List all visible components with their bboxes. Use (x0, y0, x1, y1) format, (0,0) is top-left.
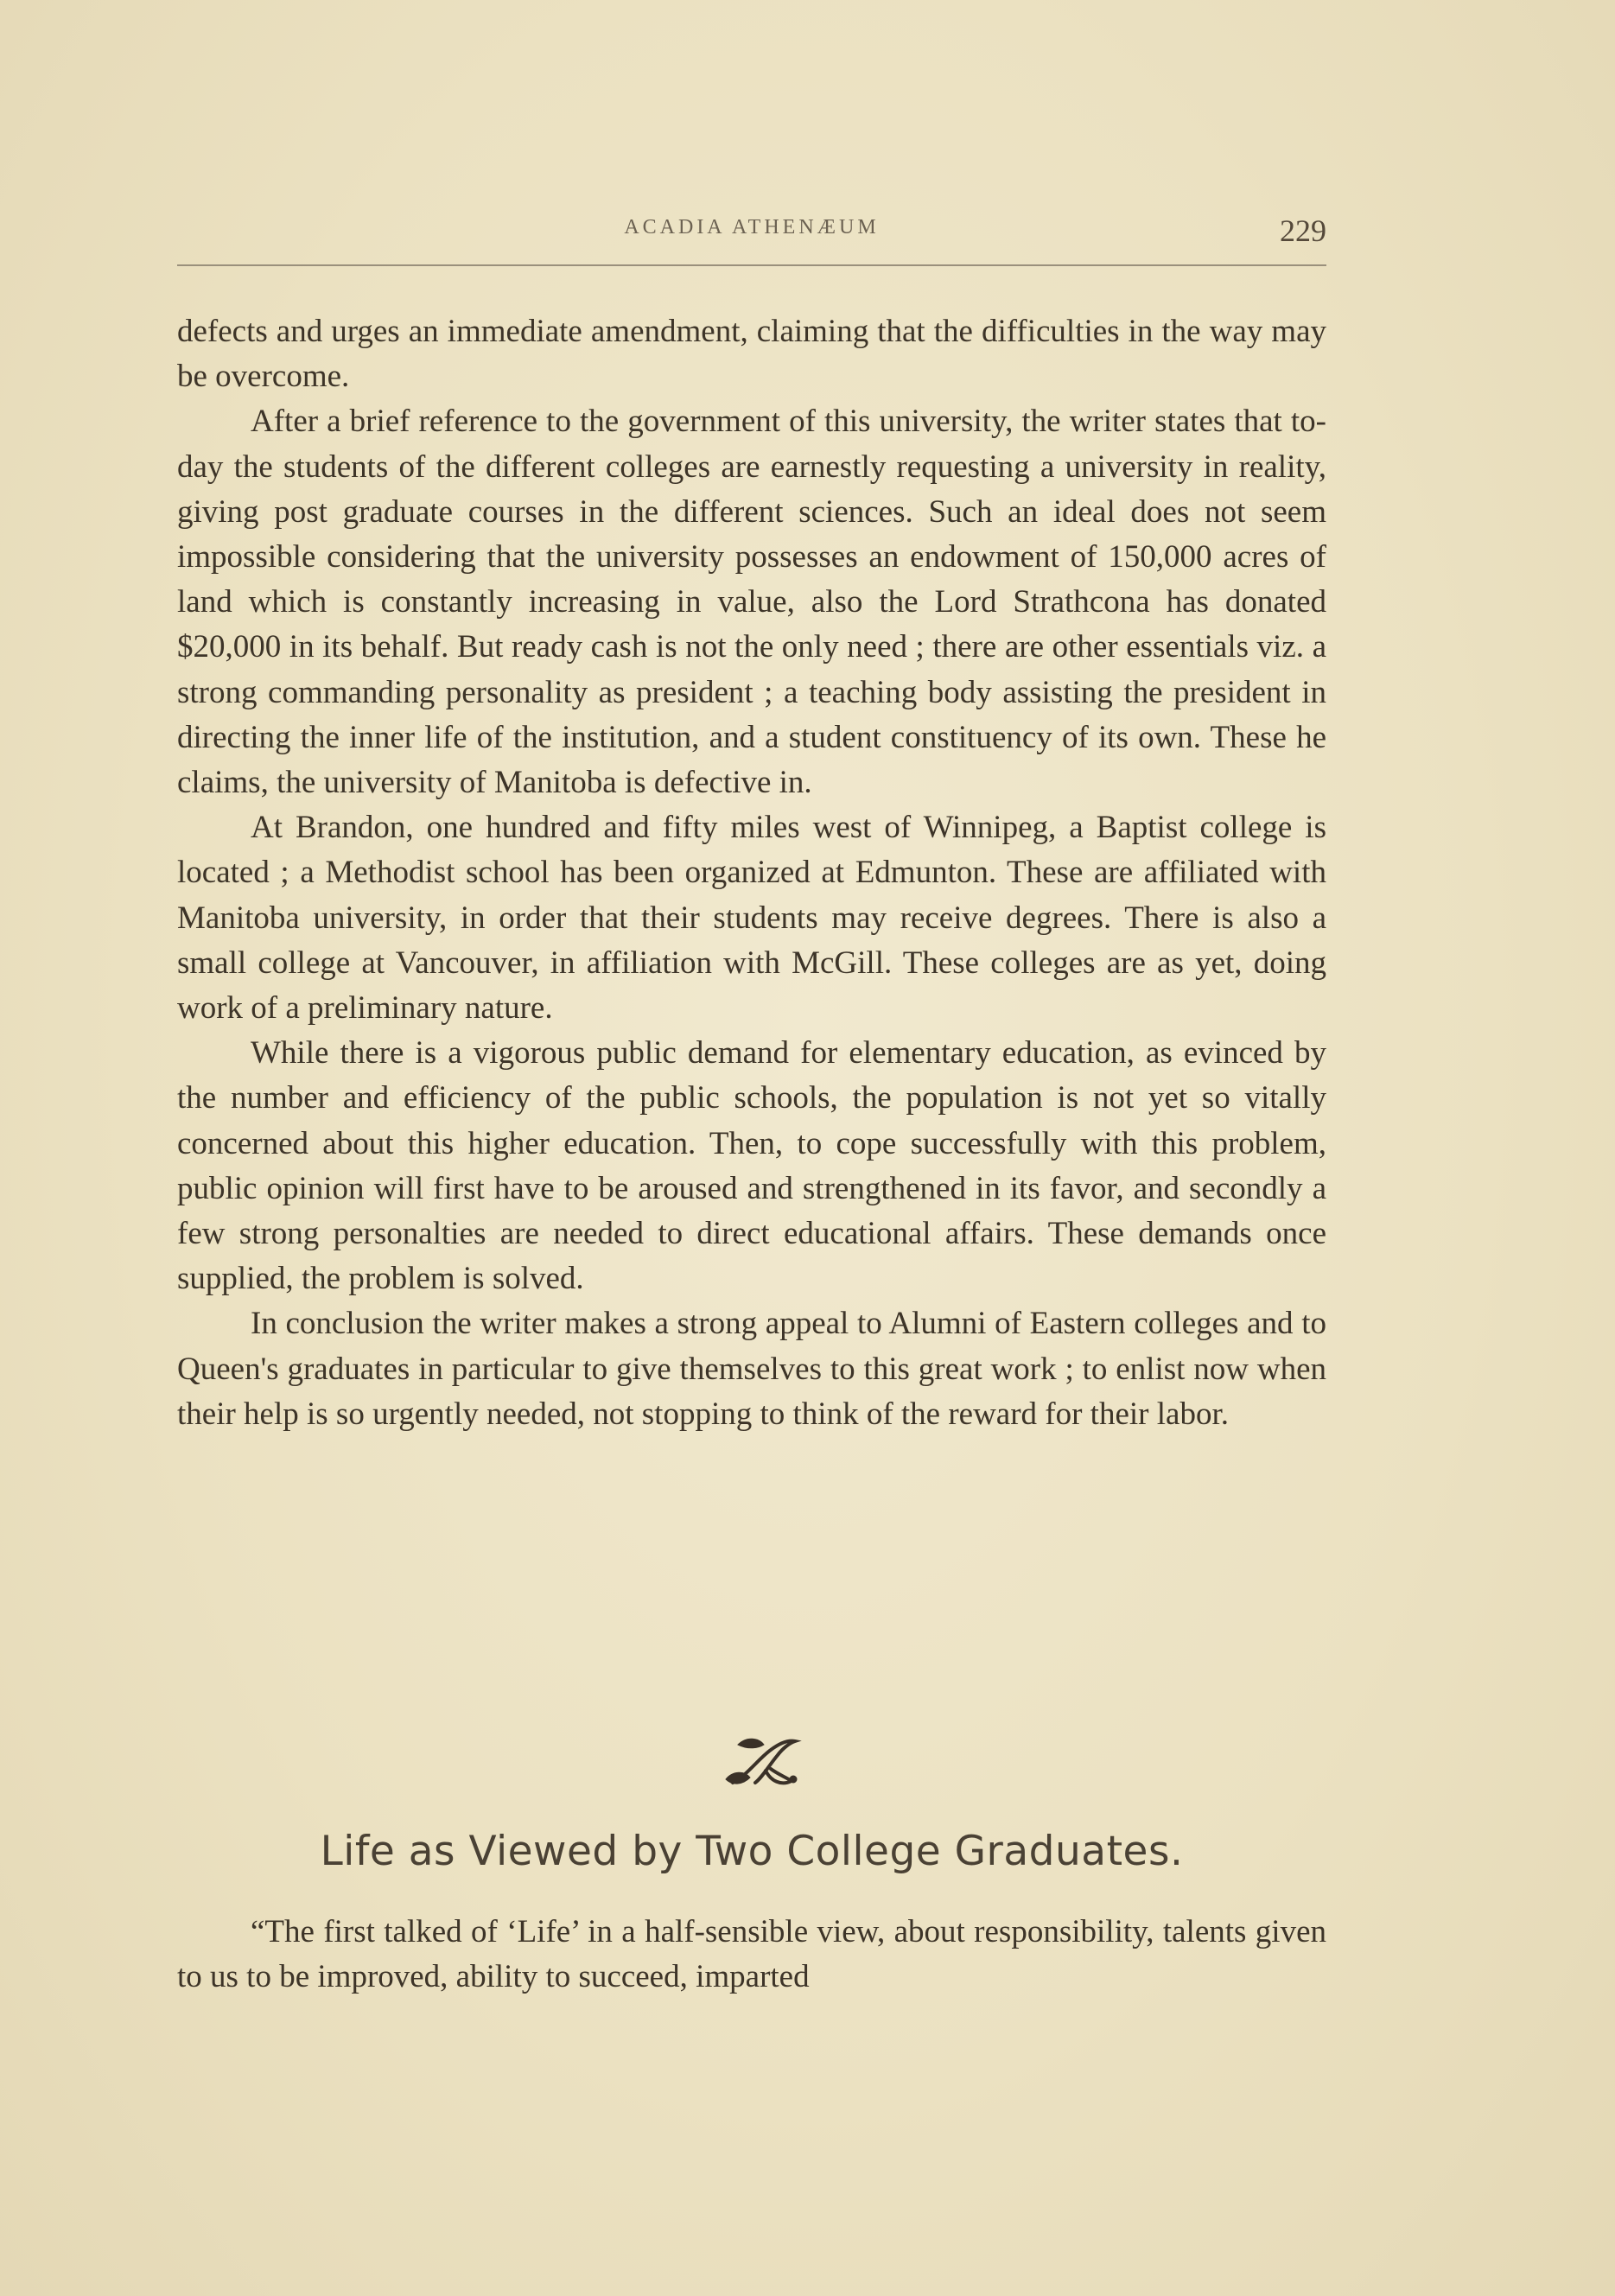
paragraph: In conclusion the writer makes a strong appeal to Alumni of Eastern colleges and to Queen's graduates in particular to give themselves to this great work ; to enlist now when their help is so urgently needed, not stopping to think of the reward for their labor. (177, 1306, 1326, 1432)
page-number: 229 (1280, 213, 1326, 248)
header-rule (177, 264, 1326, 266)
paragraph: defects and urges an immediate amendment, claiming that the difficulties in the way may be overcome. (177, 314, 1326, 395)
paragraph: While there is a vigorous public demand for elementary education, as evinced by the number and efficiency of the public schools, the population is not yet so vitally concerned about this higher education. Then, to cope successfully with this problem, public opinion will first have to be aroused and strengthened in its favor, and secondly a few strong personalties are needed to direct educational affairs. These demands once supplied, the problem is solved. (177, 1035, 1326, 1297)
article-body (177, 309, 1326, 1437)
paragraph: At Brandon, one hundred and fifty miles west of Winnipeg, a Baptist college is located ; a Methodist school has been organized at Edmunton. These are affiliated with Manitoba university, in order that their students may receive degrees. There is also a small college at Vancouver, in affiliation with McGill. These colleges are as yet, doing work of a preliminary nature. (177, 810, 1326, 1027)
paragraph: After a brief reference to the government of this university, the writer states that to-day the students of the different colleges are earnestly requesting a university in reality, giving post graduate courses in the different sciences. Such an ideal does not seem impossible considering that the university possesses an endowment of 150,000 acres of land which is constantly increasing in value, also the Lord Strathcona has donated $20,000 in its behalf. But ready cash is not the only need ; there are other essentials viz. a strong commanding personality as president ; a teaching body assisting the president in directing the inner life of the institution, and a student constituency of its own. These he claims, the university of Manitoba is defective in. (177, 404, 1326, 801)
running-title: ACADIA ATHENÆUM (624, 216, 880, 239)
fleuron-ornament-icon (721, 1733, 807, 1793)
running-head (177, 213, 1326, 259)
section-body (177, 1910, 1326, 2000)
paragraph: “The first talked of ‘Life’ in a half-sensible view, about responsibility, talents given to us to be improved, ability to succeed, imparted (177, 1914, 1326, 1995)
section-title: Life as Viewed by Two College Graduates. (320, 1828, 1184, 1875)
